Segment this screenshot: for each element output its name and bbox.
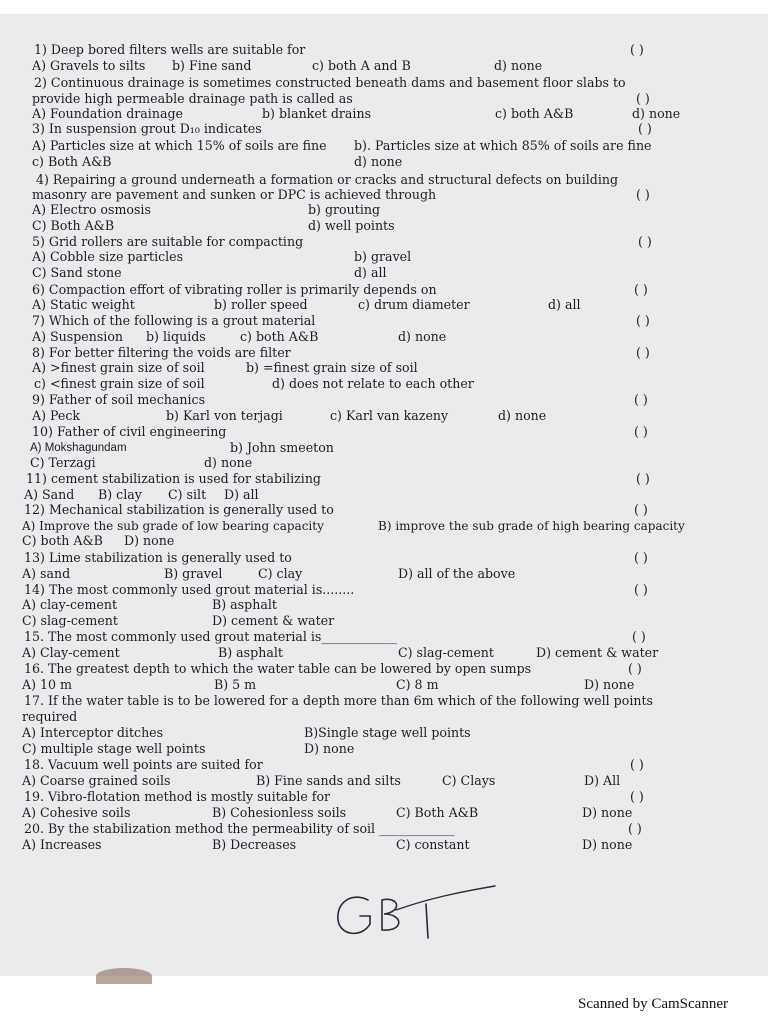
question-18 [0, 757, 768, 773]
option-b: b) John smeeton [230, 440, 334, 455]
question-stem-line1: 2) Continuous drainage is sometimes constructed beneath dams and basement floor slabs to [34, 75, 626, 90]
question-stem: 11) cement stabilization is used for stabilizing [26, 471, 321, 486]
options-row [0, 360, 768, 376]
option-c: C) Both A&B [32, 218, 115, 233]
answer-bracket: ( ) [628, 821, 642, 836]
answer-bracket: ( ) [628, 661, 642, 676]
option-b: B) improve the sub grade of high bearing capacity [378, 519, 685, 533]
option-d: d) none [354, 154, 403, 169]
options-row [0, 613, 768, 629]
option-d: d) none [398, 329, 447, 344]
answer-bracket: ( ) [630, 789, 644, 804]
option-c: c) both A&B [495, 106, 574, 121]
options-row [0, 773, 768, 789]
option-a: A) Suspension [32, 329, 124, 344]
option-b: b) Karl von terjagi [166, 408, 283, 423]
options-row [0, 677, 768, 693]
option-d: d) well points [308, 218, 395, 233]
option-c: C) Terzagi [30, 455, 96, 470]
question-stem: 7) Which of the following is a grout material [32, 313, 316, 328]
option-a: A) Peck [32, 408, 81, 423]
option-c: C) Sand stone [32, 265, 122, 280]
question-stem-line1: 4) Repairing a ground underneath a formation or cracks and structural defects on building [36, 172, 619, 187]
options-row [0, 376, 768, 392]
option-b: B) Fine sands and silts [256, 773, 401, 788]
option-a: A) Improve the sub grade of low bearing capacity [22, 519, 324, 533]
options-row [0, 487, 768, 503]
options-row [0, 440, 768, 456]
option-b: B) Decreases [212, 837, 297, 852]
option-a: A) 10 m [22, 677, 72, 692]
option-a: A) Cobble size particles [32, 249, 184, 264]
answer-bracket: ( ) [638, 234, 652, 249]
options-row [0, 106, 768, 122]
question-stem-line2: provide high permeable drainage path is called as [32, 91, 353, 106]
question-2 [0, 75, 768, 91]
options-row [0, 218, 768, 234]
option-a: A) Particles size at which 15% of soils are fine [32, 138, 327, 153]
option-b: B) gravel [164, 566, 223, 581]
question-3 [0, 121, 768, 137]
option-c: C) Both A&B [396, 805, 479, 820]
answer-bracket: ( ) [636, 313, 650, 328]
options-row [0, 518, 768, 534]
option-d: D) none [582, 805, 633, 820]
question-4-cont [0, 187, 768, 203]
options-row [0, 297, 768, 313]
answer-bracket: ( ) [636, 471, 650, 486]
question-stem: 15. The most commonly used grout material is____________ [24, 629, 397, 644]
option-a: A) Cohesive soils [22, 805, 131, 820]
question-1 [0, 42, 768, 58]
options-row [0, 837, 768, 853]
option-c: C) multiple stage well points [22, 741, 206, 756]
question-stem: 12) Mechanical stabilization is generally used to [24, 502, 334, 517]
option-d: d) does not relate to each other [272, 376, 474, 391]
option-c: C) constant [396, 837, 470, 852]
question-stem: 13) Lime stabilization is generally used to [24, 550, 292, 565]
question-11 [0, 471, 768, 487]
option-a: A) Interceptor ditches [22, 725, 164, 740]
options-row [0, 805, 768, 821]
option-d: D) all [224, 487, 259, 502]
question-8 [0, 345, 768, 361]
option-b: b) gravel [354, 249, 412, 264]
answer-bracket: ( ) [630, 757, 644, 772]
answer-bracket: ( ) [632, 629, 646, 644]
options-row [0, 597, 768, 613]
question-stem: 20. By the stabilization method the permeability of soil ____________ [24, 821, 455, 836]
option-d: d) none [498, 408, 547, 423]
option-d: d) all [354, 265, 387, 280]
option-c: C) slag-cement [22, 613, 118, 628]
question-stem: 8) For better filtering the voids are filter [32, 345, 291, 360]
option-d: D) none [124, 533, 175, 548]
options-row [0, 725, 768, 741]
options-row [0, 533, 768, 549]
option-c: C) clay [258, 566, 303, 581]
option-b: b) roller speed [214, 297, 308, 312]
option-a: A) Static weight [32, 297, 135, 312]
option-c: c) both A&B [240, 329, 319, 344]
question-4 [0, 172, 768, 188]
option-b: B) asphalt [218, 645, 283, 660]
question-stem: 14) The most commonly used grout material is........ [24, 582, 355, 597]
question-19 [0, 789, 768, 805]
option-c: C) slag-cement [398, 645, 494, 660]
option-d: D) none [582, 837, 633, 852]
option-c: C) Clays [442, 773, 496, 788]
answer-bracket: ( ) [634, 502, 648, 517]
question-stem: 9) Father of soil mechanics [32, 392, 206, 407]
option-d: d) none [204, 455, 253, 470]
options-row [0, 329, 768, 345]
question-17-cont [0, 709, 768, 725]
answer-bracket: ( ) [634, 282, 648, 297]
option-c: c) both A and B [312, 58, 411, 73]
options-row [0, 741, 768, 757]
option-c: C) silt [168, 487, 207, 502]
option-d: D) none [304, 741, 355, 756]
option-c: c) Karl van kazeny [330, 408, 449, 423]
answer-bracket: ( ) [636, 345, 650, 360]
answer-bracket: ( ) [634, 424, 648, 439]
scan-shadow [96, 968, 152, 984]
question-20 [0, 821, 768, 837]
question-stem: 5) Grid rollers are suitable for compacting [32, 234, 304, 249]
option-d: D) All [584, 773, 621, 788]
option-a: A) Electro osmosis [32, 202, 151, 217]
option-d: D) all of the above [398, 566, 516, 581]
options-row [0, 455, 768, 471]
question-stem-line1: 17. If the water table is to be lowered for a depth more than 6m which of the following well points [24, 693, 653, 708]
answer-bracket: ( ) [630, 42, 644, 57]
options-row [0, 138, 768, 154]
option-b: B)Single stage well points [304, 725, 471, 740]
option-c: c) drum diameter [358, 297, 470, 312]
handwritten-signature [330, 880, 500, 950]
option-b: b) =finest grain size of soil [246, 360, 418, 375]
option-a: A) Coarse grained soils [22, 773, 171, 788]
answer-bracket: ( ) [636, 91, 650, 106]
option-c: c) Both A&B [32, 154, 112, 169]
option-d: d) all [548, 297, 581, 312]
option-b: b) liquids [146, 329, 206, 344]
question-stem: 18. Vacuum well points are suited for [24, 757, 263, 772]
option-d: d) none [632, 106, 681, 121]
question-6 [0, 282, 768, 298]
question-17 [0, 693, 768, 709]
scanner-watermark: Scanned by CamScanner [578, 996, 728, 1012]
options-row [0, 566, 768, 582]
question-stem: 16. The greatest depth to which the water table can be lowered by open sumps [24, 661, 532, 676]
option-d: d) none [494, 58, 543, 73]
question-stem-line2: required [22, 709, 78, 724]
option-b: b) Fine sand [172, 58, 252, 73]
options-row [0, 645, 768, 661]
option-b: b) blanket drains [262, 106, 372, 121]
option-d: D) cement & water [536, 645, 659, 660]
option-a: A) sand [22, 566, 71, 581]
answer-bracket: ( ) [634, 550, 648, 565]
question-stem-line2: masonry are pavement and sunken or DPC is achieved through [32, 187, 437, 202]
question-5 [0, 234, 768, 250]
question-stem: 19. Vibro-flotation method is mostly suitable for [24, 789, 331, 804]
options-row [0, 202, 768, 218]
options-row [0, 265, 768, 281]
option-a: A) clay-cement [22, 597, 118, 612]
option-d: D) none [584, 677, 635, 692]
question-stem: 10) Father of civil engineering [32, 424, 227, 439]
question-16 [0, 661, 768, 677]
question-13 [0, 550, 768, 566]
question-stem: 1) Deep bored filters wells are suitable for [34, 42, 306, 57]
option-a: A) Clay-cement [22, 645, 120, 660]
option-b: b) grouting [308, 202, 381, 217]
question-7 [0, 313, 768, 329]
options-row [0, 154, 768, 170]
question-15 [0, 629, 768, 645]
answer-bracket: ( ) [634, 392, 648, 407]
option-a: A) Foundation drainage [32, 106, 183, 121]
option-b: B) 5 m [214, 677, 257, 692]
options-row [0, 249, 768, 265]
question-14 [0, 582, 768, 598]
answer-bracket: ( ) [634, 582, 648, 597]
question-10 [0, 424, 768, 440]
option-c: c) <finest grain size of soil [34, 376, 205, 391]
option-b: b). Particles size at which 85% of soils are fine [354, 138, 652, 153]
question-stem: 3) In suspension grout D₁₀ indicates [32, 121, 262, 136]
answer-bracket: ( ) [636, 187, 650, 202]
option-a: A) Mokshagundam [30, 442, 127, 454]
question-2-cont [0, 91, 768, 107]
option-a: A) >finest grain size of soil [32, 360, 205, 375]
option-c: C) 8 m [396, 677, 439, 692]
option-b: B) Cohesionless soils [212, 805, 347, 820]
option-b: B) asphalt [212, 597, 277, 612]
question-9 [0, 392, 768, 408]
options-row [0, 58, 768, 74]
options-row [0, 408, 768, 424]
option-c: C) both A&B [22, 533, 103, 548]
option-a: A) Gravels to silts [32, 58, 146, 73]
question-12 [0, 502, 768, 518]
question-stem: 6) Compaction effort of vibrating roller is primarily depends on [32, 282, 437, 297]
answer-bracket: ( ) [638, 121, 652, 136]
option-a: A) Sand [24, 487, 75, 502]
option-a: A) Increases [22, 837, 102, 852]
option-d: D) cement & water [212, 613, 335, 628]
option-b: B) clay [98, 487, 142, 502]
